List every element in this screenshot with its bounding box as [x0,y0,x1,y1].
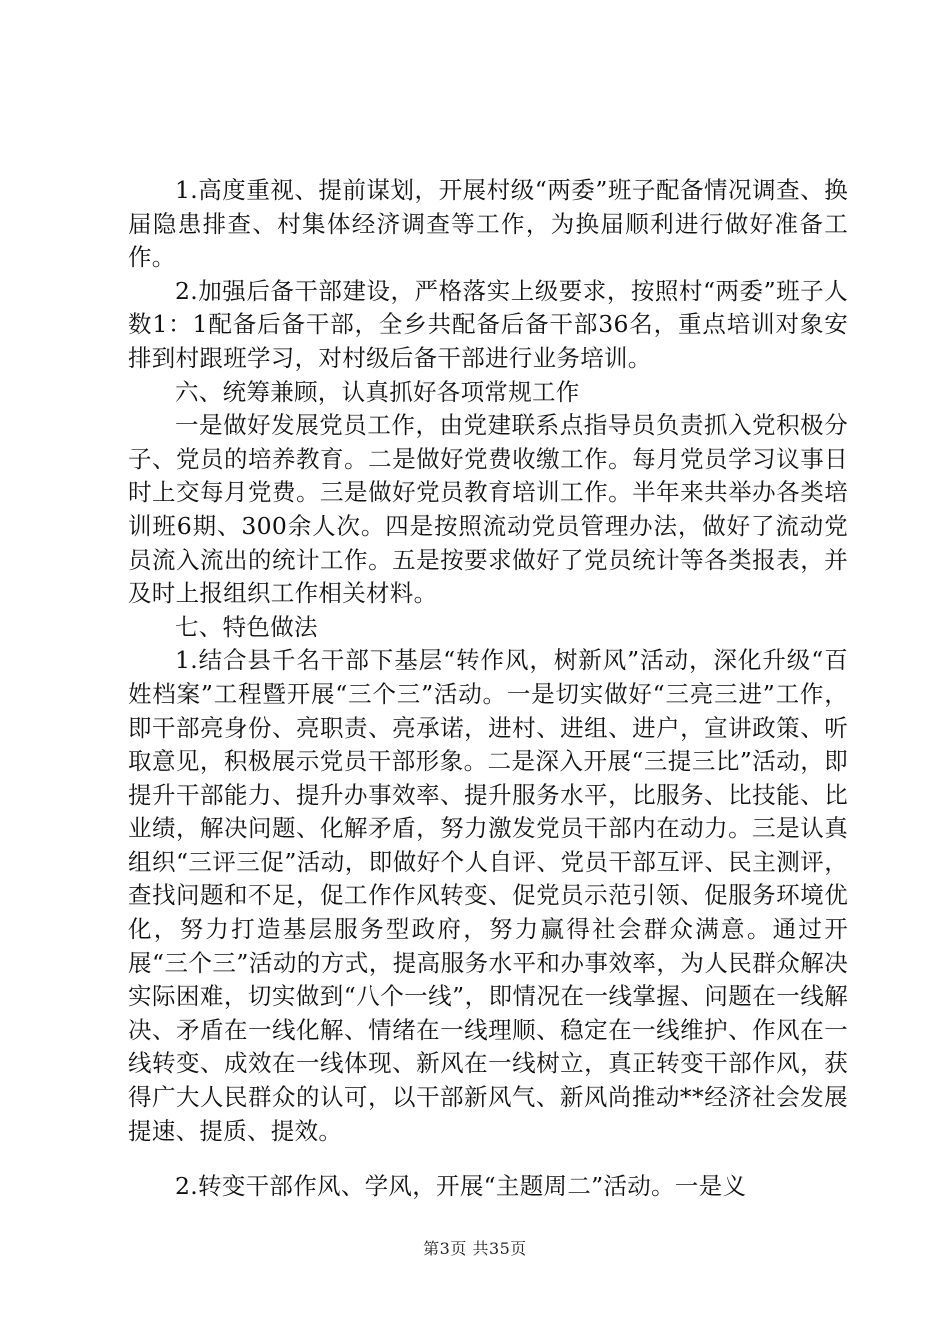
paragraph-5: 2.转变干部作风、学风，开展“主题周二”活动。一是义 [175,1172,747,1201]
page-number-footer: 第3页 共35页 [423,1239,527,1258]
section-heading-7: 七、特色做法 [175,612,318,641]
paragraph-1: 1.高度重视、提前谋划，开展村级“两委”班子配备情况调查、换届隐患排查、村集体经济调查等工作，为换届顺利进行做好准备工作。 [128,176,848,272]
paragraph-4: 1.结合县千名干部下基层“转作风，树新风”活动，深化升级“百姓档案”工程暨开展“三个三”活动。一是切实做好“三亮三进”工作，即干部亮身份、亮职责、亮承诺，进村、进组、进户，宣讲政策、听取意见，积极展示党员干部形象。二是深入开展“三提三比”活动，即提升干部能力、提升办事效率、提升服务水平，比服务、比技能、比业绩，解决问题、化解矛盾，努力激发党员干部内在动力。三是认真组织“三评三促”活动，即做好个人自评、党员干部互评、民主测评，查找问题和不足，促工作作风转变、促党员示范引领、促服务环境优化，努力打造基层服务型政府，努力赢得社会群众满意。通过开展“三个三”活动的方式，提高服务水平和办事效率，为人民群众解决实际困难，切实做到“八个一线”，即情况在一线掌握、问题在一线解决、矛盾在一线化解、情绪在一线理顺、稳定在一线维护、作风在一线转变、成效在一线体现、新风在一线树立，真正转变干部作风，获得广大人民群众的认可，以干部新风气、新风尚推动**经济社会发展提速、提质、提效。 [128,646,848,1145]
section-heading-6: 六、统筹兼顾，认真抓好各项常规工作 [175,377,580,406]
paragraph-2: 2.加强后备干部建设，严格落实上级要求，按照村“两委”班子人数1：1配备后备干部，全乡共配备后备干部36名，重点培训对象安排到村跟班学习，对村级后备干部进行业务培训。 [128,276,848,372]
paragraph-3: 一是做好发展党员工作，由党建联系点指导员负责抓入党积极分子、党员的培养教育。二是做好党费收缴工作。每月党员学习议事日时上交每月党费。三是做好党员教育培训工作。半年来共举办各类培训班6期、300余人次。四是按照流动党员管理办法，做好了流动党员流入流出的统计工作。五是按要求做好了党员统计等各类报表，并及时上报组织工作相关材料。 [128,411,848,608]
document-body [128,174,848,1204]
